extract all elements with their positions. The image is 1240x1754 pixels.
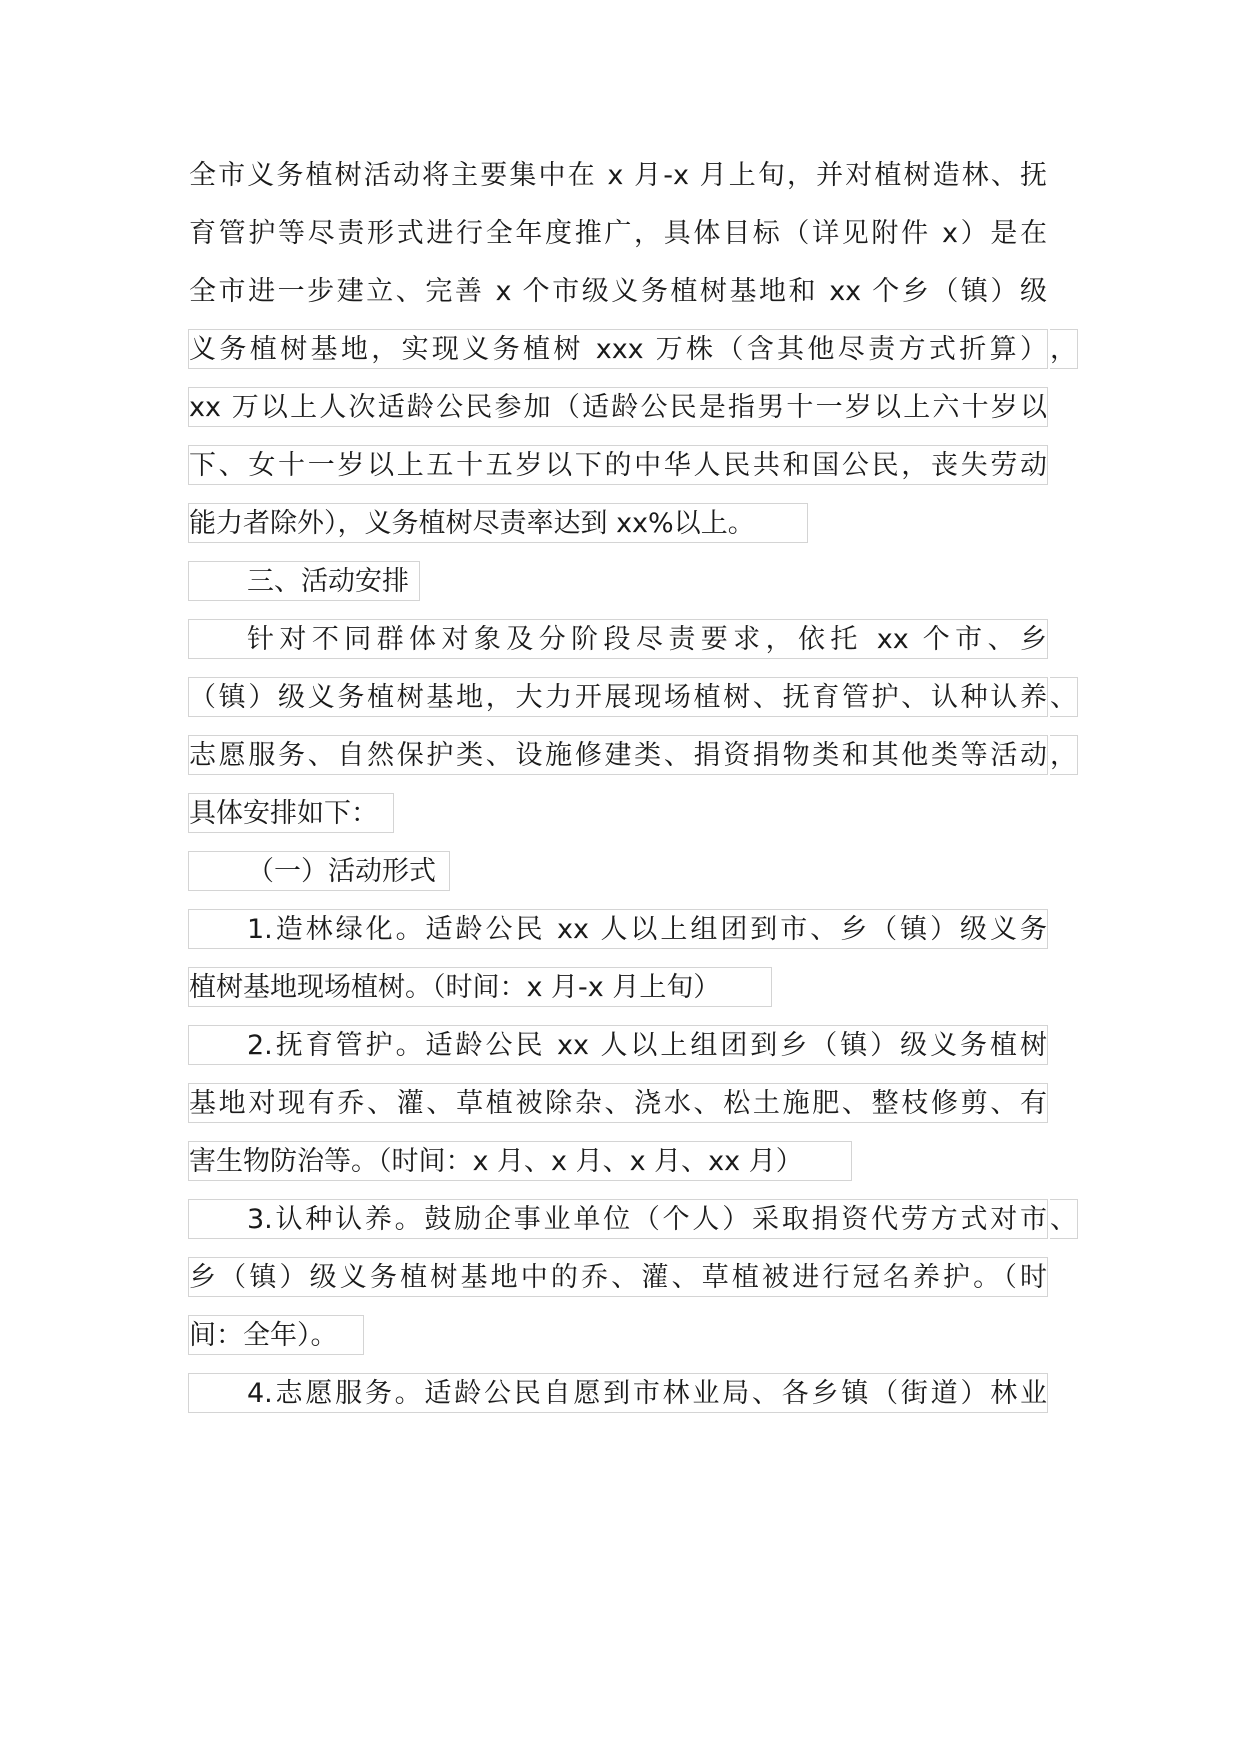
line-tail-punctuation: ， — [1050, 735, 1078, 775]
paragraph-line: 具体安排如下： — [188, 793, 394, 833]
paragraph-line: 全市义务植树活动将主要集中在 x 月-x 月上旬，并对植树造林、抚 — [189, 160, 1047, 191]
paragraph-line: 全市进一步建立、完善 x 个市级义务植树基地和 xx 个乡（镇）级 — [189, 276, 1047, 307]
subsection-heading: （一）活动形式 — [188, 851, 450, 891]
paragraph-line: 植树基地现场植树。（时间：x 月-x 月上旬） — [188, 967, 772, 1007]
line-tail-punctuation: ， — [1050, 329, 1078, 369]
paragraph-line: （镇）级义务植树基地，大力开展现场植树、抚育管护、认种认养 — [188, 677, 1048, 717]
paragraph-line: 2.抚育管护。适龄公民 xx 人以上组团到乡（镇）级义务植树 — [188, 1025, 1048, 1065]
paragraph-line: 害生物防治等。（时间：x 月、x 月、x 月、xx 月） — [188, 1141, 852, 1181]
paragraph-line: 针对不同群体对象及分阶段尽责要求，依托 xx 个市、乡 — [188, 619, 1048, 659]
paragraph-line: 4.志愿服务。适龄公民自愿到市林业局、各乡镇（街道）林业 — [188, 1373, 1048, 1413]
section-heading: 三、活动安排 — [188, 561, 420, 601]
paragraph-line: 1.造林绿化。适龄公民 xx 人以上组团到市、乡（镇）级义务 — [188, 909, 1048, 949]
line-tail-punctuation: 、 — [1050, 1199, 1078, 1239]
paragraph-line: 下、女十一岁以上五十五岁以下的中华人民共和国公民，丧失劳动 — [188, 445, 1048, 485]
paragraph-line: 基地对现有乔、灌、草植被除杂、浇水、松土施肥、整枝修剪、有 — [188, 1083, 1048, 1123]
paragraph-line: 义务植树基地，实现义务植树 xxx 万株（含其他尽责方式折算） — [188, 329, 1048, 369]
paragraph-line: 3.认种认养。鼓励企事业单位（个人）采取捐资代劳方式对市 — [188, 1199, 1048, 1239]
paragraph-line: 能力者除外），义务植树尽责率达到 xx%以上。 — [188, 503, 808, 543]
paragraph-line: 育管护等尽责形式进行全年度推广，具体目标（详见附件 x）是在 — [189, 218, 1047, 249]
paragraph-line: 志愿服务、自然保护类、设施修建类、捐资捐物类和其他类等活动 — [188, 735, 1048, 775]
paragraph-line: 乡（镇）级义务植树基地中的乔、灌、草植被进行冠名养护。（时 — [188, 1257, 1048, 1297]
line-tail-punctuation: 、 — [1050, 677, 1078, 717]
paragraph-line: 间：全年）。 — [188, 1315, 364, 1355]
paragraph-line: xx 万以上人次适龄公民参加（适龄公民是指男十一岁以上六十岁以 — [188, 387, 1048, 427]
